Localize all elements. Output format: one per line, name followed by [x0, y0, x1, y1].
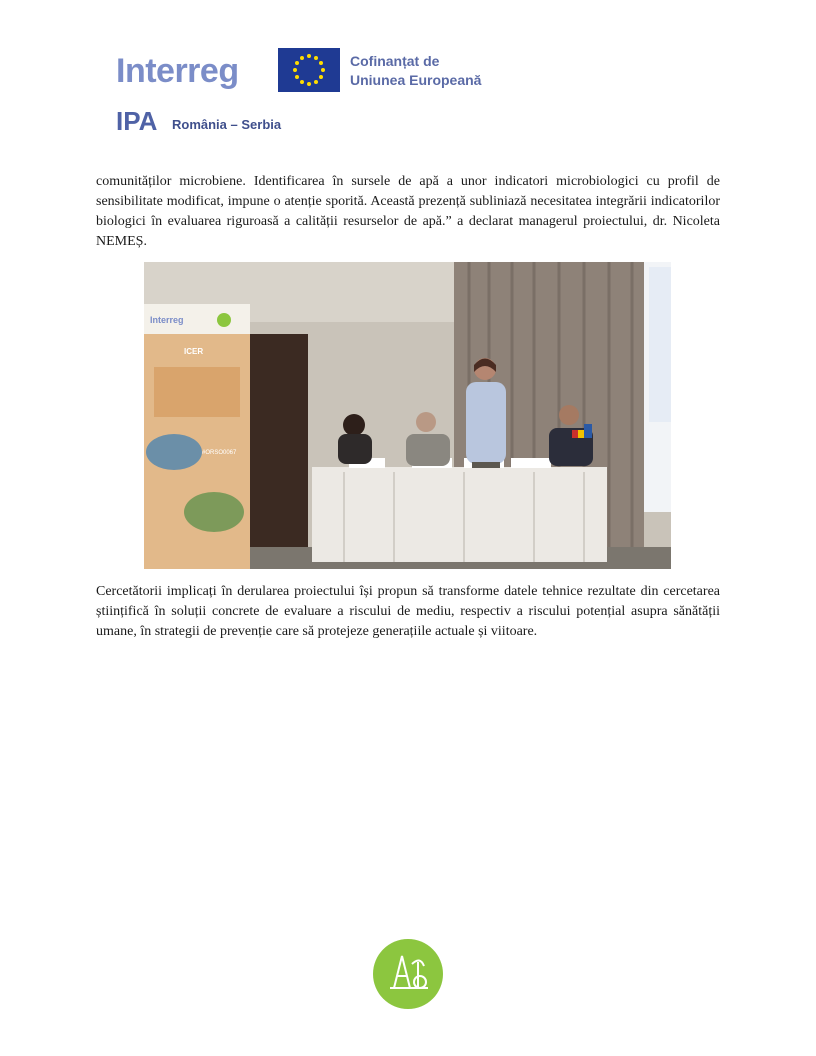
- banner-code-text: #ORSO0067: [202, 450, 237, 456]
- paragraph-1: comunităților microbiene. Identificarea în sursele de apă a unor indicatori microbiologici cu profil de sensibilitate modificat, impune o atenție sporită. Această prezență subliniază necesitatea integrării indicatorilor biologici în evaluarea riguroasă a calității resurselor de apă.” a declarat managerul proiectului, dr. Nicoleta NEMEȘ.: [96, 174, 720, 249]
- header-logos: [116, 44, 516, 136]
- ipa-label: IPA: [116, 106, 158, 136]
- paragraph-2: Cercetătorii implicați în derularea proiectului își propun să transforme datele tehnice rezultate din cercetarea științifică în soluții concrete de evaluare a riscului de mediu, respectiv a riscului potențial asupra sănătății umane, în strategii de prevenție care să protejeze generațiile actuale și viitoare.: [96, 584, 720, 639]
- eu-line-2: Uniunea Europeană: [350, 72, 482, 88]
- project-seal-icon: [372, 938, 444, 1010]
- eu-cofinancing-text: [350, 52, 481, 90]
- interreg-logo: Interreg: [116, 52, 239, 90]
- banner-brand-text: Interreg: [150, 315, 184, 325]
- ipa-region-label: România – Serbia: [172, 117, 282, 132]
- eu-line-1: Cofinanțat de: [350, 53, 440, 69]
- eu-flag-icon: [278, 48, 340, 92]
- conference-photo: [144, 262, 671, 569]
- banner-project-text: ICER: [184, 347, 204, 356]
